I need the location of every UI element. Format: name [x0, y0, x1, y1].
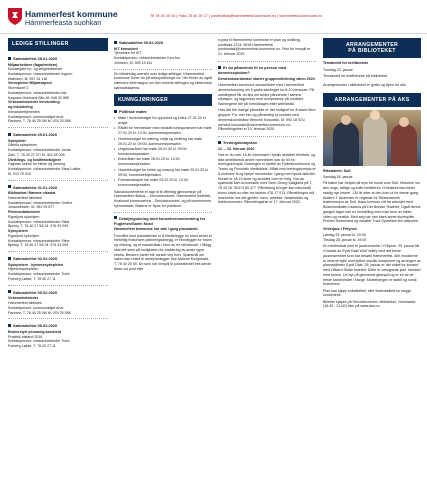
job-detail: Tjenesten for IKT: [114, 51, 142, 56]
job-title: Pleiemedarbeidere: [8, 210, 40, 215]
bullet-square-icon: [8, 185, 11, 188]
job-detail: Kontaktperson: virksomhetsleder Stine: [8, 238, 70, 243]
coat-of-arms-icon: [8, 8, 22, 25]
job-title: Miljøarbeidere (fagarbeidere): [8, 62, 58, 67]
list-item: • Formannskapet har møte 03.02.20 kl. 10:00, kommunestyresalen.: [114, 178, 212, 187]
list-item: • Rådet for mennesker med nedsatt funksjonsevne har møte 27.01.20 kl. 13:30, kommunestyresalen.: [114, 126, 212, 135]
job-entry: [8, 254, 108, 286]
dementia-text-1: Hammerfest kommune samarbeider med Hammerfest demensforening om 5 gratis samlinger for 8-10 personer. På samlingene får du tips om andre pårørende i samme situasjon, og fagperson med kompetanse på området. Samlingene blir på formiddagen etter arbeidstid.: [218, 83, 314, 107]
event-date: Lørdag 25. januar kl. 20:00: [323, 233, 366, 238]
bullet-square-icon: [8, 324, 11, 327]
job-detail: Forberg Løkke, T. 78 40 27 11: [8, 344, 56, 349]
event-description: En minifestival med to jazzkonserter i Fritynen. 25. januar får vi besøk av Eyolf Dale Wolf Valley med det beste jazzensemblet som har besøkt Hammerfest. Alle musikerne er erfarne bylle som spiller musikk komponert og arrangert av pianospilleren Eyolf Dale. 28. januar er det duket for konsert med Håvard Stube kvartett. Dette er velsignede jazz, fremført med humor. De byr på glimrende gitarspill og er en av de beste saxofonister i Norge. Motsetningen er stabil og norsk Kulturfond.: [323, 244, 421, 287]
theatre-photo: [323, 110, 421, 166]
job-detail: M. 913 70 515: [8, 171, 31, 176]
job-detail: Kontaktperson: kommunalsjef Arve: [8, 114, 64, 119]
job-detail: Paulsen, T. 78 40 25 08/ M. 976 25 558: [8, 310, 71, 315]
bullet-square-icon: [8, 290, 11, 293]
job-title: Brukerstyrt personlig assistent: [8, 329, 62, 334]
free-entry-note: Arrangementer i biblioteket er gratis og åpen for alle.: [323, 82, 407, 87]
job-detail: Paulsen, T. 78 40 25 08/ M. 976 25 558: [8, 119, 71, 124]
library-events-heading: ARRANGEMENTER PÅ BIBLIOTEKET: [323, 38, 421, 58]
notices-column-2: [218, 38, 316, 207]
kunngjoringer-heading: KUNNGJØRINGER: [114, 94, 212, 107]
event-description: Plan kan kjøpe enkeltbillett, eller festivalbillett for begge konsertene.: [323, 288, 412, 298]
job-detail: Kontaktperson: virksomhetsleder Turid: [8, 272, 70, 277]
job-detail: Distrikt sykepleien: [8, 143, 37, 148]
job-detail: Johnsen, M. 905 15 611: [114, 60, 153, 65]
political-meetings-heading: Politiske møter: [114, 109, 212, 114]
bullet-square-icon: [114, 41, 117, 44]
job-title: Utviklings- og kvalitetsrådgiver: [8, 157, 62, 162]
job-detail: Kontaktperson: virksomhetsleder Turid: [8, 339, 70, 344]
training-buddy-heading: Treningskompisen: [218, 136, 316, 145]
job-detail: Forberg Løkke, T. 78 40 27 11: [8, 276, 56, 281]
job-listings-heading: LEDIGE STILLINGER: [8, 38, 108, 51]
deadline-heading: Søknadsfrist 28.01.2020: [8, 56, 108, 61]
job-detail: Rypeljord sykehjem: [8, 214, 40, 219]
job-detail: Kontaktperson: kommunalsjef Arve: [8, 305, 64, 310]
job-title: Sykepleiere: [8, 229, 28, 234]
political-meetings-note: Saksdokumentene er lagt ut til offentlig gjennomsyn på Hammerfest rådhus – Servicekontoret, Hammerfest bibliotek, Kvalsund kommunehus - Servicekontoret, og på kommunens hjemmeside, Møtene er åpne for publikum.: [114, 189, 212, 208]
job-title: og inkludering: [8, 105, 33, 110]
aks-events-heading: ARRANGEMENTER PÅ AKS: [323, 93, 421, 107]
job-entry: [8, 130, 108, 181]
brand-name: Hammerfest kommune: [25, 9, 118, 19]
deadline-heading: Søknadsfrist 05.02.2020: [8, 290, 108, 295]
job-detail: Mathisen, tlf. 957 34 118: [8, 76, 48, 81]
job-detail: Montørgate bo- og leilighetssenter: [8, 67, 63, 72]
job-listings: [8, 54, 108, 352]
bullet-square-icon: [218, 141, 221, 144]
events-column: [323, 38, 421, 311]
job-detail: Kontaktperson: virksomhetsleder Jonas: [8, 148, 71, 153]
bullet-square-icon: [8, 257, 11, 260]
job-detail: Hjemmesykepleien: [8, 267, 39, 272]
job-detail: Rypeljord sykehjem: [8, 233, 40, 238]
job-detail: Kontaktperson: virksomhetsleder Stine: [8, 219, 70, 224]
bullet-square-icon: [8, 57, 11, 60]
political-meetings-list: [114, 116, 212, 188]
deadline-heading: Søknadsfrist 02.02.2020: [8, 256, 108, 261]
job-detail: Praktisk bistand 2016: [8, 334, 43, 339]
event-date: Tirsdag 28. januar kl. 19:00: [323, 238, 367, 243]
list-item: • Eldrerådet har møte 28.01.20 kl. 13:30, kommunestyresalen.: [114, 157, 212, 166]
training-buddy-text: Hva er du over 16 år, interessert i fysisk aktivitet/ friluftsliv, og ikke arbeidsredd andre mennesker kan du bli en treningskompis! Ordningen er startet av Fylkeskommunen og Troms og Finnmark idrettskrets. Målet med treningskompis er å motivere til og hjelpe mennesker i gang med fysisk aktivitet. Kurset er på 16 timer og avvikles over en helg. Har du spørsmål kan du kontakte med Sven Georg Vaagland på T. 78 40 26 78/474 89 477. Påmelding til inger-lise.edsvold@ troms.idrett.no eller via telefon 476 17 013. Påmeldingen må inneholde hva det gjelder, navn, adresse, fødselsdato og telefonnummer. Påmeldingsfrist er 17. februar 2020.: [218, 153, 316, 205]
list-item: • Hovedutvalget for helse og omsorg har møte 29.01.20 kl. 09:00, kommunestyresalen.: [114, 168, 212, 177]
job-listings-column: [8, 38, 108, 354]
bullet-square-icon: [8, 133, 11, 136]
job-detail: Innvandrertjenesten: [8, 109, 40, 114]
list-item: • Møte i hovedutvalget for oppvekst og kultur 27.01.20 er avlyst.: [114, 116, 212, 125]
job-detail: Zahl, T. 78 40 27 07/ M. 402 46 005: [8, 152, 65, 157]
job-title: IKT konsulent: [114, 46, 138, 51]
job-title: Virksomhetsleder innvandring: [8, 100, 60, 105]
job-detail: Kontaktperson: virksomhetsleder Ida: [8, 90, 67, 95]
job-entry: [8, 54, 108, 128]
bullet-square-icon: [114, 110, 117, 113]
zoning-plan-continued: e-post til Hammerfest kommune er plan og utvikling, postboks 1224, 9616 Hammerfest/ postmottak@hammerfest.kommune.no. Frist for innspill er 21. februar 2020.: [218, 38, 311, 57]
event-description: Få bøker har betydd så mye for norsk som Sult. Historien om den unge, fattige og sulte forfatteren i Kristiania fascinerer stadig nye lesere. 130 år etter at den kom ut for første gang. Anders T. Andersen er regissør for Riksteaterets teaterversjon av Sult. Hans kommer vitt fra arbeidet med Bosemusikalen Lazarus på Det Norske Teateret. Også denne gangen tager han en forestilling med mye bruk av bilder, video og musikk. Med seg har han blant annet skuespiller Preben Hodneland og musiker Tuva Syvertsen fra Valkyrien.: [323, 181, 421, 224]
page-header: [0, 0, 427, 34]
dementia-subheading: Demenskoordinator starter gruppeveiledning våren 2020.: [218, 76, 316, 81]
job-entry: [114, 38, 212, 70]
job-detail: Kontaktperson: virksomhetsleder Ingunn: [8, 71, 73, 76]
job-detail: Kontaktperson: virksomhetsleder Ken Are: [114, 56, 181, 61]
job-entry: [8, 288, 108, 320]
list-item: • Ungdomsrådet har møte 29.01.20 kl. 09:00, formannskapssalen.: [114, 147, 212, 156]
zoning-plan-text: Formålet med planarbeidet er å tilrettelegge for blant annet et helhetlig motorisert parkeringsanlegg, et ekonlegget for brann og redning, og et masseuttak i form av en steinbrudd. I tillegg skal det sees på muligheten for etablering av andre typer ekstra. Beranre parter blir varslet ved brev. Spørsmål om saken kan rettes til arealplanlegger Åse Malene Kongsbakk T. 78 40 25 50. De som har innspill til planarbeidet bes sende disse via post eller: [114, 233, 212, 271]
brand-name-sami: Hámmerfeasta suohkan: [25, 18, 102, 27]
job-detail: Kaspara Gebhardt Blix, tlf. 948 32 889: [8, 95, 69, 100]
bullet-square-icon: [218, 66, 221, 69]
list-item: • Hovedutvalget for næring, miljø og utvikling har møte 29.01.20 kl. 09:00, kommunestyresalen.: [114, 137, 212, 146]
event-title: Rikstateret: Sult: [323, 168, 351, 173]
dementia-text-2: Hvis det blir mange påmeldte er det mulighet for å starte flere grupper. For mer info og påmelding ta kontakt med demenskoordinator Wenche Kosowski, M. 992 18 921/ wenche.kosowski@hammerfest.kommune.no. Påmeldingsfrist er 10. februar 2020.: [218, 108, 316, 132]
deadline-heading: Søknadsfrist 29.01.2020: [8, 132, 108, 137]
job-detail: Kontaktperson: virksomhetsleder Grethe: [8, 200, 73, 205]
event-date: Søndag 26. januar: [323, 175, 353, 180]
job-title: Vernepleier/ Miljøterapeut: [8, 81, 52, 86]
deadline-heading: Søknadsfrist 09.02.2020: [114, 40, 212, 45]
job-entry: [8, 183, 108, 252]
training-buddy-date: 21. – 23. februar 2020: [218, 146, 255, 151]
job-listings-note: En fullstendig oversikt over ledige stillinger i Hammerfest kommune finner du på www.jobbnorge.no. Her finner du også nærmere informasjon om den enkelte stillingen og elektronisk søknadsskjema.: [114, 71, 212, 90]
notices-column: [114, 38, 212, 273]
event-tickets[interactable]: Billetter kjøpes på Servicekontoret, biblioteket, i kinokasse (16:30 - 21:00) eller på www.aks.no.: [323, 299, 416, 309]
event-title: Temakveld for kreftberørte: [323, 61, 369, 66]
zoning-plan-heading: Detaljregulering med konsekvensutredning for Fuglenes/Salen Nord: [114, 212, 212, 226]
job-title: Virksomhetsleder: [8, 296, 39, 301]
job-detail: Bjerkly, T. 78 40 27 53/ M. 976 93 099: [8, 224, 69, 229]
job-detail: Johannessen, M. 981 09 677: [8, 205, 55, 210]
dementia-heading: Er du pårørende til en person med demenssykdom?: [218, 61, 316, 75]
job-detail: Bjerkly, T. 78 40 27 53/ M. 976 93 099: [8, 243, 69, 248]
job-detail: Kontaktperson: virksomhetsleder Stina Løkke,: [8, 167, 82, 172]
job-detail: Hammerfest bibliotek: [8, 301, 42, 306]
event-description: Temakveld for kreftberørte på biblioteket.: [323, 74, 389, 79]
job-title: Sykepleiere - hjemmesykepleien: [8, 262, 64, 267]
zoning-plan-subheading: Hammerfest kommune har satt i gang planarbeid.: [114, 227, 199, 232]
event-title: Vinterjazz i Fritynen: [323, 227, 357, 232]
job-title: Sykepleier: [8, 138, 26, 143]
contact-line[interactable]: Tlf 78 40 20 00 | Faks 78 40 25 17 | postmottak@hammerfest.kommune.no | hammerfest.kommune.no: [150, 14, 323, 18]
job-detail: Fagstab sektor for Helse og omsorg: [8, 162, 66, 167]
job-detail: Stormlunet 2: [8, 86, 29, 91]
deadline-heading: Søknadsfrist 06.02.2020: [8, 323, 108, 328]
bullet-square-icon: [114, 216, 117, 219]
job-title: Bibliotekar/ Rømme vikariat: [8, 191, 56, 196]
job-detail: Hammerfest bibliotek: [8, 195, 42, 200]
job-entry: [8, 321, 108, 352]
deadline-heading: Søknadsfrist 31.01.2020: [8, 185, 108, 190]
event-date: Torsdag 23. januar: [323, 67, 353, 72]
